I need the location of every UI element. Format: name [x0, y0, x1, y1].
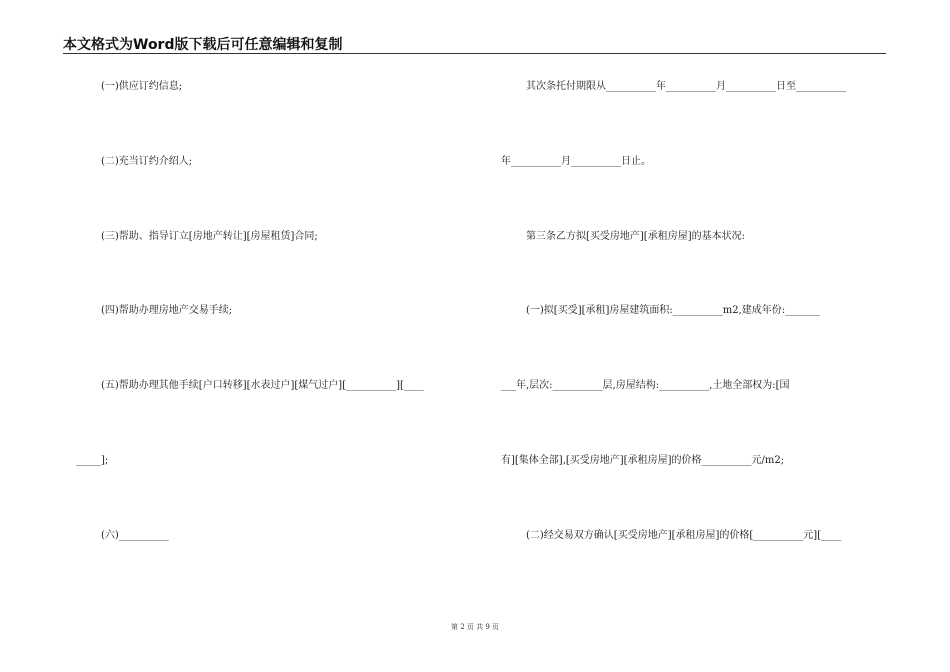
right-line-7: (二)经交易双方确认[买受房地产][承租房屋]的价格[__________元][____ — [526, 530, 842, 541]
right-line-2: 年__________月__________日止。 — [501, 156, 651, 167]
right-line-3: 第三条乙方拟[买受房地产][承租房屋]的基本状况: — [526, 231, 745, 242]
right-line-5: ___年,层次:__________层,房屋结构:__________,土地全部权为:[国 — [501, 380, 790, 391]
left-line-1: (一)供应订约信息; — [101, 81, 183, 92]
left-line-6: _____]; — [76, 455, 109, 466]
left-line-7: (六)__________ — [101, 530, 169, 541]
left-line-2: (二)充当订约介绍人; — [101, 156, 193, 167]
page-number: 第 2 页 共 9 页 — [450, 623, 500, 631]
header-divider — [63, 53, 886, 54]
right-line-1: 其次条托付期限从__________年__________月__________日至__________ — [526, 81, 846, 92]
document-header-title: 本文格式为Word版下载后可任意编辑和复制 — [63, 37, 343, 53]
right-line-6: 有][集体全部],[买受房地产][承租房屋]的价格__________元/m2; — [501, 455, 785, 466]
right-line-4: (一)拟[买受][承租]房屋建筑面积:__________m2,建成年份:_______ — [526, 305, 821, 316]
left-line-4: (四)帮助办理房地产交易手续; — [101, 305, 233, 316]
left-line-5: (五)帮助办理其他手续[户口转移][水表过户][煤气过户][__________][____ — [101, 380, 424, 391]
left-line-3: (三)帮助、指导订立[房地产转让][房屋租赁]合同; — [101, 231, 318, 242]
